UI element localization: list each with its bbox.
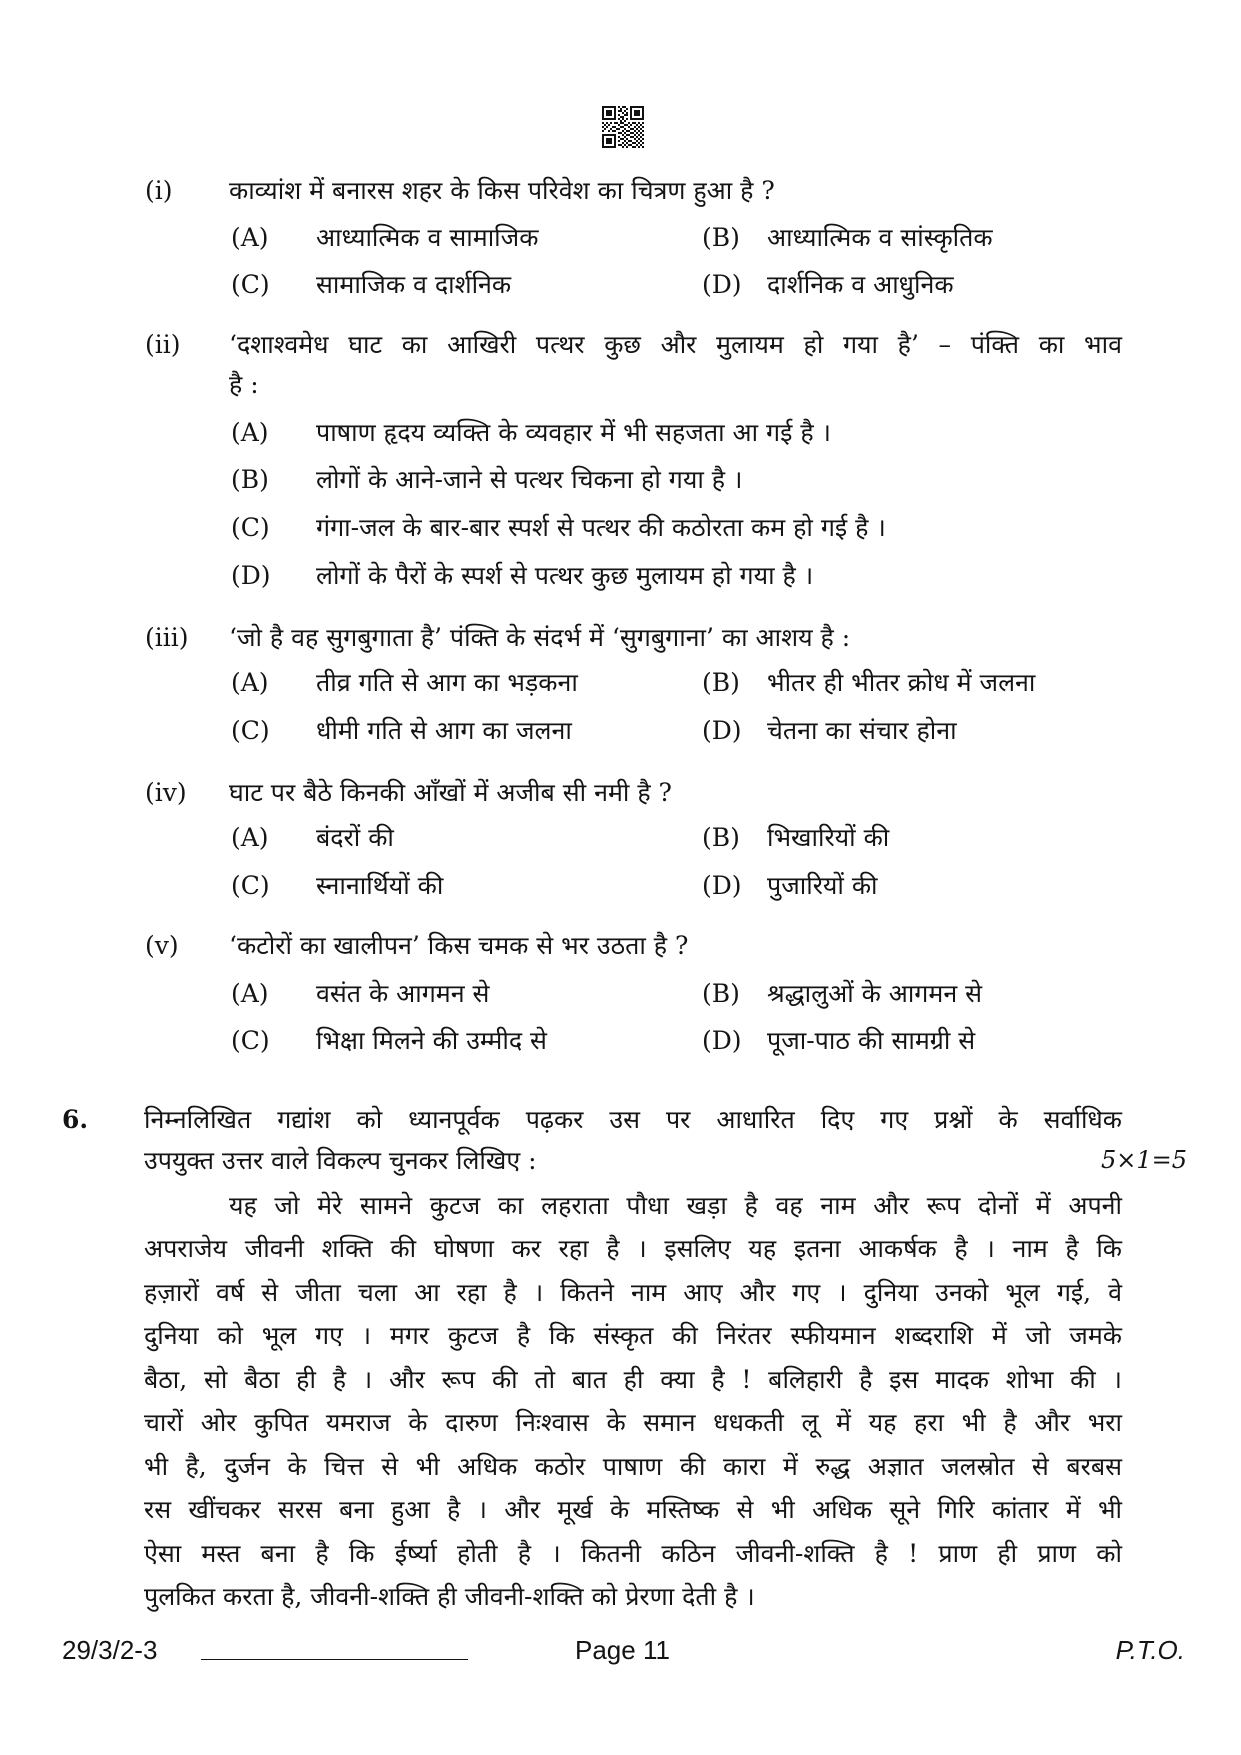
passage-line-8: रस खींचकर सरस बना हुआ है । और मूर्ख के मस्तिष्क से भी अधिक सूने गिरि कांतार में भी	[144, 1495, 1122, 1524]
passage-row-5	[0, 1356, 1241, 1403]
passage-line-2: अपराजेय जीवनी शक्ति की घोषणा कर रहा है । इसलिए यह इतना आकर्षक है । नाम है कि	[144, 1234, 1122, 1263]
question-i-options-cd	[0, 261, 1241, 308]
option-a-label: (A)	[231, 418, 269, 447]
option-a-text: वसंत के आगमन से	[316, 979, 490, 1008]
question-v-options-ab	[0, 970, 1241, 1017]
option-a-label: (A)	[231, 668, 269, 697]
option-c-label: (C)	[231, 513, 270, 542]
question-iii-text: ‘जो है वह सुगबुगाता है’ पंक्ति के संदर्भ में ‘सुगबुगाना’ का आशय है :	[229, 623, 851, 652]
option-b-label: (B)	[702, 223, 740, 252]
question-i-options-ab	[0, 214, 1241, 261]
passage-row-3	[0, 1269, 1241, 1316]
question-iii-number: (iii)	[145, 623, 189, 652]
page-footer	[0, 1630, 1241, 1670]
question-ii-text-line-2: है :	[229, 370, 259, 399]
question-iv-text: घाट पर बैठे किनकी आँखों में अजीब सी नमी है ?	[229, 778, 672, 807]
passage-row-9	[0, 1530, 1241, 1577]
question-iii-stem	[0, 614, 1241, 661]
footer-rule	[201, 1659, 468, 1660]
paper-code: 29/3/2-3	[62, 1635, 158, 1665]
question-iv-stem	[0, 769, 1241, 816]
option-d-text: दार्शनिक व आधुनिक	[767, 270, 954, 299]
option-c-text: स्नानार्थियों की	[316, 871, 444, 900]
option-a-text: आध्यात्मिक व सामाजिक	[316, 223, 539, 252]
passage-line-4: दुनिया को भूल गए । मगर कुटज है कि संस्कृत की निरंतर स्फीयमान शब्दराशि में जो जमके	[144, 1321, 1122, 1350]
page-number: Page 11	[575, 1635, 670, 1665]
option-b-text: लोगों के आने-जाने से पत्थर चिकना हो गया है ।	[316, 465, 743, 494]
option-a-label: (A)	[231, 979, 269, 1008]
question-6-prompt-line-1: निम्नलिखित गद्यांश को ध्यानपूर्वक पढ़कर उस पर आधारित दिए गए प्रश्नों के सर्वाधिक	[144, 1105, 1122, 1134]
question-6-prompt	[0, 1096, 1241, 1143]
question-iii-options-cd	[0, 707, 1241, 754]
question-ii-option-d	[0, 552, 1241, 599]
passage-row-6	[0, 1399, 1241, 1446]
passage-row-2	[0, 1225, 1241, 1272]
option-b-text: श्रद्धालुओं के आगमन से	[767, 979, 983, 1008]
option-b-label: (B)	[231, 465, 269, 494]
passage-row-7	[0, 1443, 1241, 1490]
option-d-text: पुजारियों की	[767, 871, 878, 900]
option-c-label: (C)	[231, 871, 270, 900]
question-ii-option-b	[0, 456, 1241, 503]
passage-line-3: हज़ारों वर्ष से जीता चला आ रहा है । कितने नाम आए और गए । दुनिया उनको भूल गई, वे	[144, 1278, 1122, 1307]
option-d-label: (D)	[702, 1026, 742, 1055]
option-b-text: भीतर ही भीतर क्रोध में जलना	[767, 668, 1036, 697]
question-6-number: 6.	[62, 1105, 89, 1134]
option-b-label: (B)	[702, 668, 740, 697]
option-b-text: आध्यात्मिक व सांस्कृतिक	[767, 223, 993, 252]
question-iv-options-ab	[0, 814, 1241, 861]
question-i-stem	[0, 167, 1241, 214]
option-d-text: पूजा-पाठ की सामग्री से	[767, 1026, 976, 1055]
question-v-stem	[0, 922, 1241, 969]
question-ii-option-a	[0, 409, 1241, 456]
please-turn-over: P.T.O.	[1115, 1635, 1185, 1665]
option-a-text: तीव्र गति से आग का भड़कना	[316, 668, 578, 697]
option-d-text: चेतना का संचार होना	[767, 716, 957, 745]
option-a-text: पाषाण हृदय व्यक्ति के व्यवहार में भी सहजता आ गई है ।	[316, 418, 832, 447]
passage-line-5: बैठा, सो बैठा ही है । और रूप की तो बात ही क्या है ! बलिहारी है इस मादक शोभा की ।	[144, 1365, 1122, 1394]
option-c-text: धीमी गति से आग का जलना	[316, 716, 572, 745]
option-d-text: लोगों के पैरों के स्पर्श से पत्थर कुछ मुलायम हो गया है ।	[316, 561, 814, 590]
option-c-label: (C)	[231, 270, 270, 299]
passage-row-4	[0, 1312, 1241, 1359]
option-d-label: (D)	[231, 561, 271, 590]
passage-row-8	[0, 1486, 1241, 1533]
option-c-label: (C)	[231, 1026, 270, 1055]
question-ii-stem-cont	[0, 361, 1241, 408]
question-v-options-cd	[0, 1017, 1241, 1064]
option-c-text: सामाजिक व दार्शनिक	[316, 270, 512, 299]
question-i-number: (i)	[145, 176, 173, 205]
question-iv-number: (iv)	[145, 778, 187, 807]
question-6-prompt-cont	[0, 1137, 1241, 1184]
passage-row-10	[0, 1573, 1241, 1620]
question-ii-number: (ii)	[145, 330, 181, 359]
option-d-label: (D)	[702, 871, 742, 900]
option-d-label: (D)	[702, 716, 742, 745]
option-b-text: भिखारियों की	[767, 823, 890, 852]
question-ii-option-c	[0, 504, 1241, 551]
passage-row-1	[0, 1182, 1241, 1229]
option-b-label: (B)	[702, 823, 740, 852]
passage-line-6: चारों ओर कुपित यमराज के दारुण निःश्वास के समान धधकती लू में यह हरा भी है और भरा	[144, 1408, 1122, 1437]
qr-code-icon	[602, 106, 644, 148]
option-a-label: (A)	[231, 223, 269, 252]
option-a-label: (A)	[231, 823, 269, 852]
question-i-text: काव्यांश में बनारस शहर के किस परिवेश का चित्रण हुआ है ?	[229, 176, 775, 205]
question-ii-text-line-1: ‘दशाश्वमेध घाट का आखिरी पत्थर कुछ और मुलायम हो गया है’ – पंक्ति का भाव	[229, 330, 1122, 359]
question-v-text: ‘कटोरों का खालीपन’ किस चमक से भर उठता है ?	[229, 931, 689, 960]
option-c-text: गंगा-जल के बार-बार स्पर्श से पत्थर की कठोरता कम हो गई है ।	[316, 513, 886, 542]
passage-line-7: भी है, दुर्जन के चित्त से भी अधिक कठोर पाषाण की कारा में रुद्ध अज्ञात जलस्रोत से बरबस	[144, 1452, 1122, 1481]
option-d-label: (D)	[702, 270, 742, 299]
question-6-prompt-line-2: उपयुक्त उत्तर वाले विकल्प चुनकर लिखिए :	[144, 1146, 537, 1175]
question-iii-options-ab	[0, 659, 1241, 706]
passage-line-10: पुलकित करता है, जीवनी-शक्ति ही जीवनी-शक्ति को प्रेरणा देती है ।	[144, 1582, 755, 1611]
option-c-label: (C)	[231, 716, 270, 745]
option-b-label: (B)	[702, 979, 740, 1008]
passage-line-1: यह जो मेरे सामने कुटज का लहराता पौधा खड़ा है वह नाम और रूप दोनों में अपनी	[229, 1191, 1122, 1220]
question-iv-options-cd	[0, 862, 1241, 909]
question-v-number: (v)	[145, 931, 179, 960]
question-6-marks: 5×1=5	[1100, 1146, 1187, 1174]
passage-line-9: ऐसा मस्त बना है कि ईर्ष्या होती है । कितनी कठिन जीवनी-शक्ति है ! प्राण ही प्राण को	[144, 1539, 1122, 1568]
option-c-text: भिक्षा मिलने की उम्मीद से	[316, 1026, 547, 1055]
option-a-text: बंदरों की	[316, 823, 394, 852]
